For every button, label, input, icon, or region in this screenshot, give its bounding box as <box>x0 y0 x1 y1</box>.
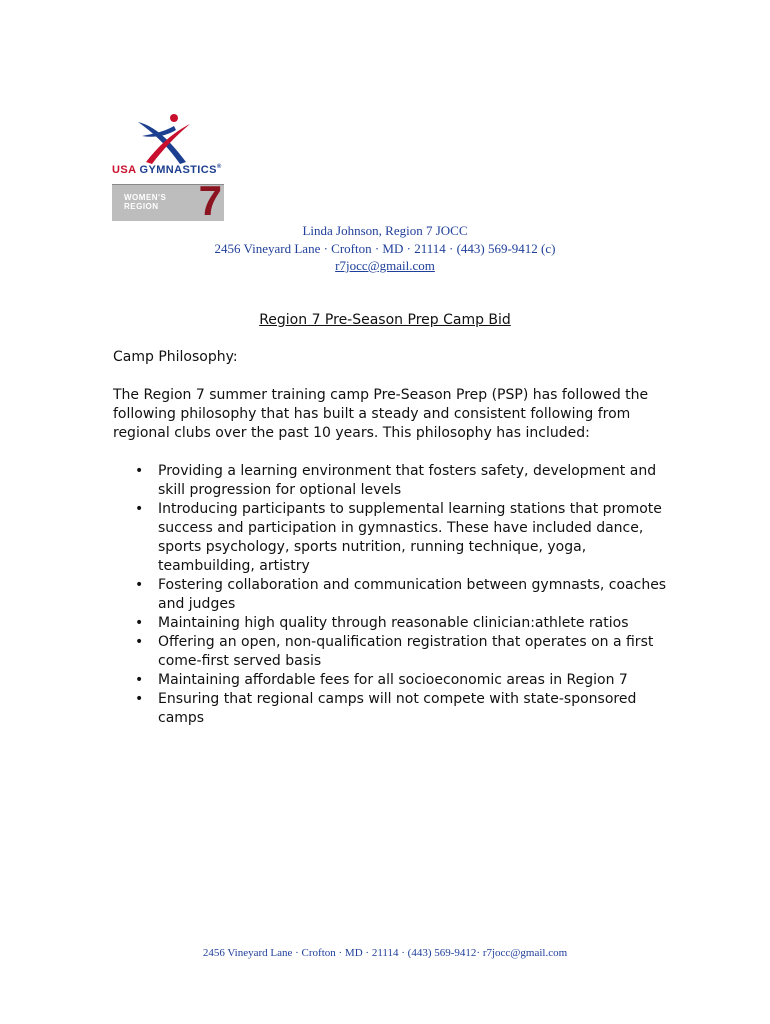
footer-address: 2456 Vineyard Lane · Crofton · MD · 21114 · (443) 569-9412· r7jocc@gmail.com <box>202 947 568 959</box>
bullet-icon: • <box>135 615 144 631</box>
bullet-icon: • <box>135 672 144 688</box>
list-item-text: Fostering collaboration and communication between gymnasts, coaches and judges <box>158 577 667 612</box>
trademark-symbol: ® <box>216 164 222 170</box>
bullet-icon: • <box>135 501 144 517</box>
letterhead-name: Linda Johnson, Region 7 JOCC <box>302 223 468 238</box>
usa-gymnastics-wordmark <box>112 164 222 176</box>
brand-gymnastics: GYMNASTICS <box>139 164 217 176</box>
badge-region-number: 7 <box>198 177 222 224</box>
bullet-icon: • <box>135 691 144 707</box>
womens-region-badge <box>112 177 224 224</box>
list-item-text: Offering an open, non-qualification registration that operates on a first come-first served basis <box>158 634 654 669</box>
list-item <box>113 462 673 500</box>
list-item <box>113 500 673 576</box>
badge-line-womens: WOMEN'S <box>124 193 167 202</box>
letterhead-address: 2456 Vineyard Lane · Crofton · MD · 21114 · (443) 569-9412 (c) <box>214 241 556 256</box>
list-item <box>113 633 673 671</box>
document-title: Region 7 Pre-Season Prep Camp Bid <box>259 312 511 328</box>
letterhead-email-line <box>0 257 770 274</box>
list-item-text: Providing a learning environment that fosters safety, development and skill progression for optional levels <box>158 463 657 498</box>
list-item <box>113 671 673 690</box>
list-item-text: Maintaining affordable fees for all socioeconomic areas in Region 7 <box>158 672 628 688</box>
list-item <box>113 614 673 633</box>
bullet-icon: • <box>135 463 144 479</box>
badge-line-region: REGION <box>124 202 159 211</box>
list-item-text: Ensuring that regional camps will not compete with state-sponsored camps <box>158 691 637 726</box>
intro-paragraph: The Region 7 summer training camp Pre-Season Prep (PSP) has followed the following philosophy that has built a steady and consistent following from regional clubs over the past 10 years. This philosophy has included: <box>113 387 649 441</box>
philosophy-list <box>113 462 673 728</box>
gymnast-swoosh-icon <box>134 112 194 168</box>
section-heading: Camp Philosophy: <box>113 349 238 365</box>
usa-gymnastics-logo <box>112 112 232 222</box>
list-item-text: Introducing participants to supplemental learning stations that promote success and participation in gymnastics. These have included dance, sports psychology, sports nutrition, running technique, yoga, teambuilding, artistry <box>158 501 662 574</box>
badge-label <box>124 193 166 211</box>
bullet-icon: • <box>135 577 144 593</box>
list-item <box>113 690 673 728</box>
bullet-icon: • <box>135 634 144 650</box>
list-item-text: Maintaining high quality through reasonable clinician:athlete ratios <box>158 615 629 631</box>
list-item <box>113 576 673 614</box>
brand-usa: USA <box>112 164 137 176</box>
letterhead-email-link[interactable]: r7jocc@gmail.com <box>335 258 435 273</box>
